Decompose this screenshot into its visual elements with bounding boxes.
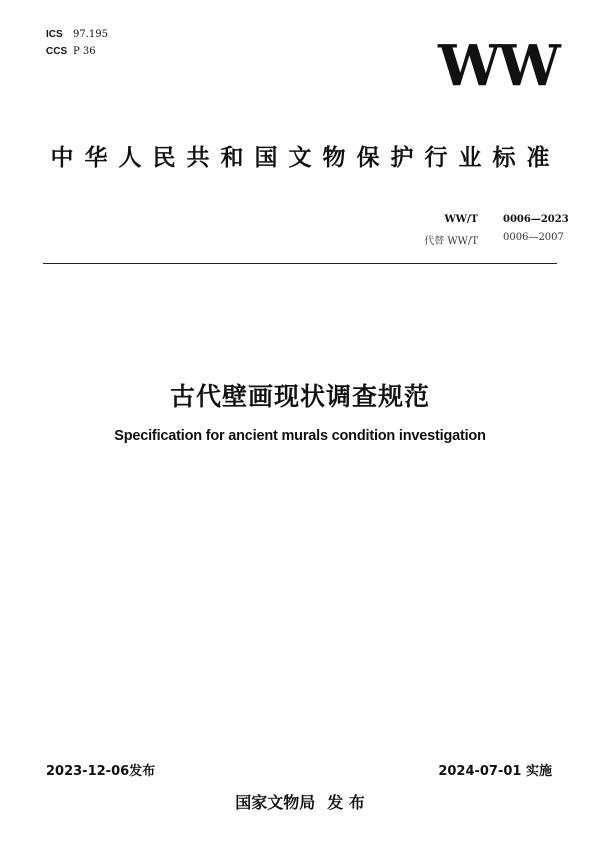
current-standard-code: 0006—2023 [503, 214, 569, 225]
ics-value: 97.195 [73, 29, 108, 40]
issuer-name: 国家文物局 [235, 793, 316, 812]
organization-title: 中华人民共和国文物保护行业标准 [50, 145, 561, 171]
implementation-date: 2024-07-01 实施 [438, 764, 552, 779]
ww-logo: WW [438, 33, 558, 99]
replaced-standard-code: 0006—2007 [503, 232, 564, 243]
document-title-english: Specification for ancient murals condition investigation [114, 428, 486, 444]
ics-code [46, 29, 108, 40]
ccs-label: CCS [46, 46, 68, 57]
replaced-standard-prefix: 代替 WW/T [424, 236, 478, 247]
issuer-action: 发 布 [327, 793, 365, 812]
ics-label: ICS [46, 29, 63, 40]
issue-date: 2023-12-06发布 [46, 764, 156, 779]
issuing-authority [0, 790, 600, 813]
current-standard-number [400, 214, 570, 232]
standard-number-block [400, 214, 570, 250]
header-divider [43, 263, 557, 264]
current-standard-prefix: WW/T [444, 214, 478, 225]
document-title-chinese: 古代壁画现状调查规范 [169, 382, 430, 411]
ccs-value: P 36 [73, 46, 96, 57]
ccs-code [46, 46, 96, 57]
replaced-standard-number [400, 232, 570, 250]
